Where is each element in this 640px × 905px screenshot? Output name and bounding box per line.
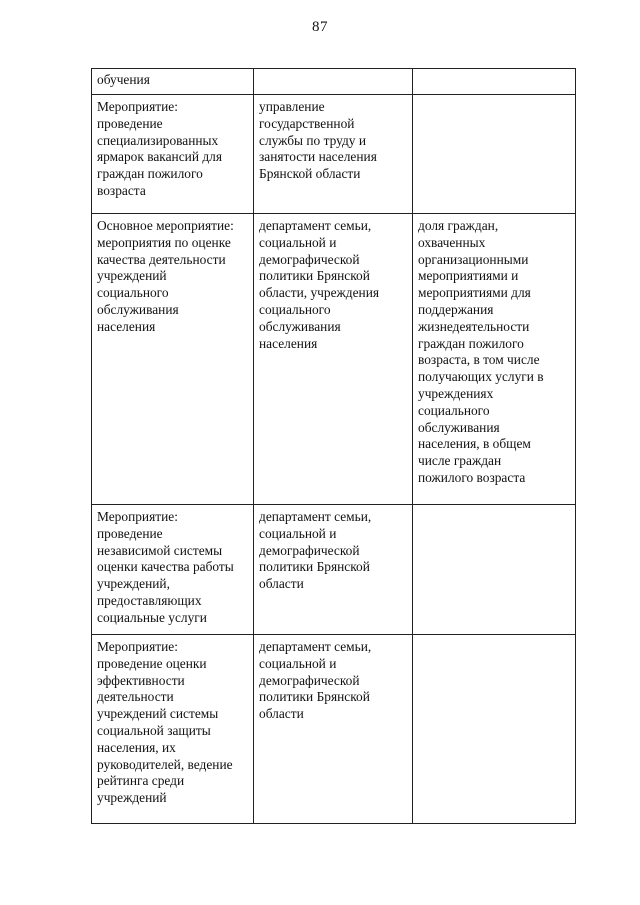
executor-cell: управление государственной службы по труду и занятости населения Брянской области xyxy=(254,95,413,214)
measure-cell: Мероприятие: проведение независимой системы оценки качества работы учреждений, предоставляющих социальные услуги xyxy=(92,505,254,635)
table-row xyxy=(92,214,576,505)
measure-cell: Мероприятие: проведение специализированных ярмарок вакансий для граждан пожилого возраста xyxy=(92,95,254,214)
executor-cell: департамент семьи, социальной и демографической политики Брянской области xyxy=(254,635,413,824)
indicator-cell xyxy=(413,95,576,214)
executor-cell: департамент семьи, социальной и демографической политики Брянской области, учреждения социального обслуживания населения xyxy=(254,214,413,505)
table-row xyxy=(92,635,576,824)
table-row xyxy=(92,505,576,635)
page-number: 87 xyxy=(312,19,328,35)
measure-cell: обучения xyxy=(92,69,254,95)
indicator-cell xyxy=(413,69,576,95)
table-row xyxy=(92,69,576,95)
executor-cell: департамент семьи, социальной и демографической политики Брянской области xyxy=(254,505,413,635)
measure-cell: Мероприятие: проведение оценки эффективности деятельности учреждений системы социальной защиты населения, их руководителей, ведение рейтинга среди учреждений xyxy=(92,635,254,824)
measure-cell: Основное мероприятие: мероприятия по оценке качества деятельности учреждений социального обслуживания населения xyxy=(92,214,254,505)
program-measures-table xyxy=(91,68,576,824)
table-row xyxy=(92,95,576,214)
indicator-cell xyxy=(413,505,576,635)
executor-cell xyxy=(254,69,413,95)
indicator-cell xyxy=(413,635,576,824)
indicator-cell: доля граждан, охваченных организационными мероприятиями и мероприятиями для поддержания жизнедеятельности граждан пожилого возраста, в том числе получающих услуги в учреждениях социального обслуживания населения, в общем числе граждан пожилого возраста xyxy=(413,214,576,505)
